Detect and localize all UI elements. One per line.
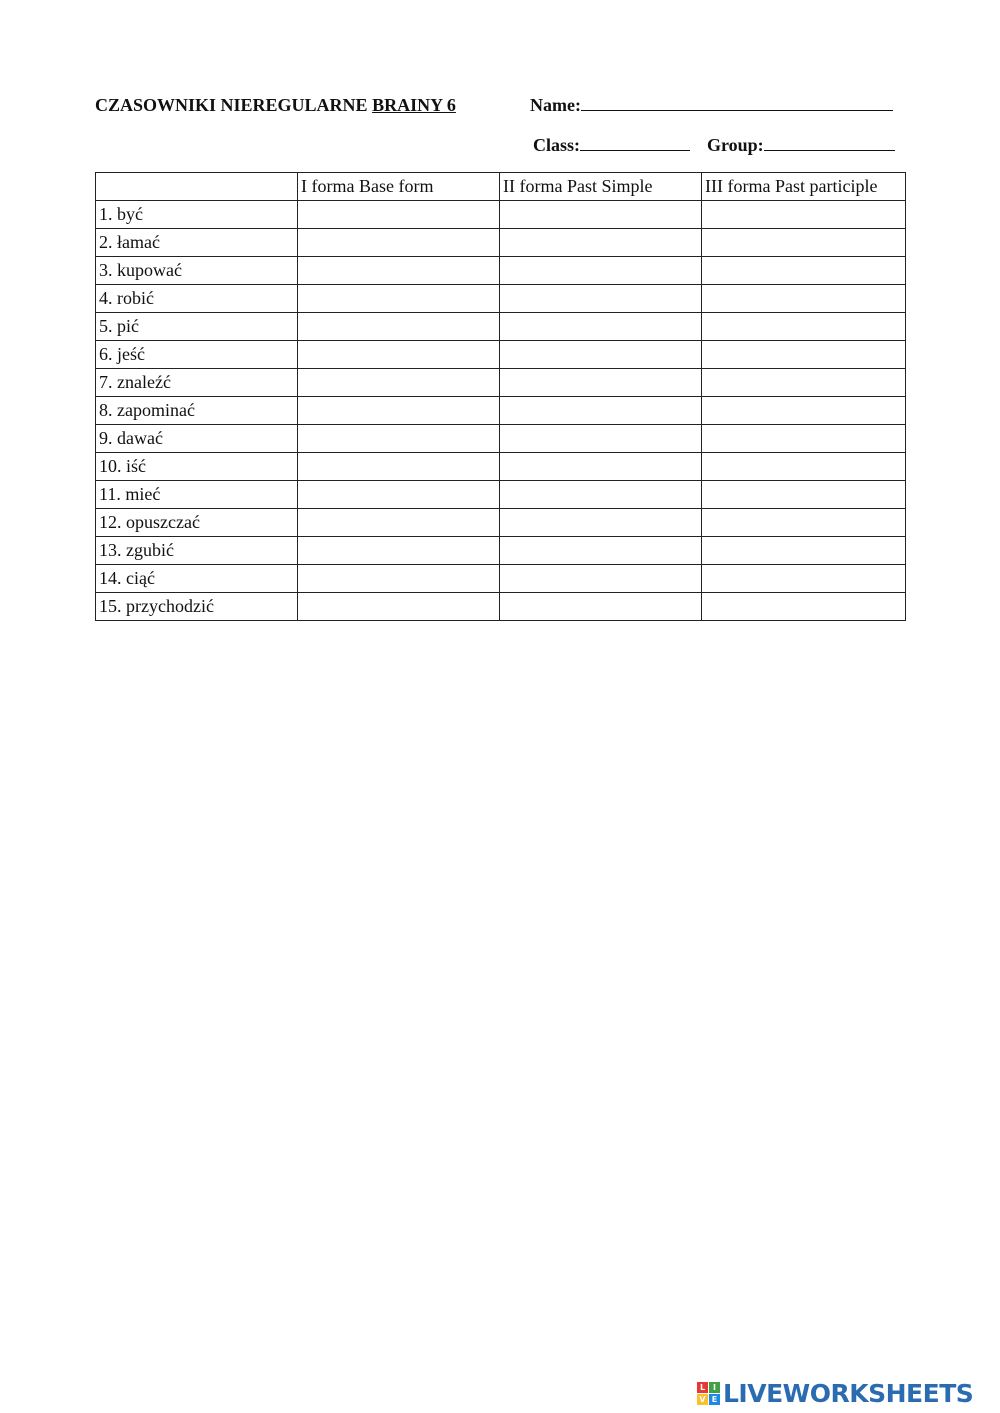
name-field[interactable] — [530, 95, 893, 116]
table-row — [96, 285, 906, 313]
base-form-answer-cell[interactable] — [298, 425, 500, 453]
past-simple-answer-cell[interactable] — [500, 537, 702, 565]
past-simple-answer-cell[interactable] — [500, 509, 702, 537]
logo-block: V — [697, 1394, 708, 1405]
table-row — [96, 453, 906, 481]
liveworksheets-brand — [697, 1378, 973, 1408]
group-blank-line[interactable] — [764, 136, 895, 151]
past-participle-answer-cell[interactable] — [702, 201, 906, 229]
past-simple-answer-cell[interactable] — [500, 341, 702, 369]
base-form-answer-cell[interactable] — [298, 537, 500, 565]
logo-block: E — [709, 1394, 720, 1405]
title-underlined-text: BRAINY 6 — [372, 95, 456, 115]
table-row — [96, 201, 906, 229]
table-row — [96, 341, 906, 369]
base-form-answer-cell[interactable] — [298, 313, 500, 341]
base-form-answer-cell[interactable] — [298, 453, 500, 481]
verb-cell: 12. opuszczać — [96, 509, 298, 537]
past-simple-answer-cell[interactable] — [500, 285, 702, 313]
base-form-answer-cell[interactable] — [298, 257, 500, 285]
past-participle-answer-cell[interactable] — [702, 481, 906, 509]
verb-cell: 4. robić — [96, 285, 298, 313]
past-simple-answer-cell[interactable] — [500, 397, 702, 425]
base-form-answer-cell[interactable] — [298, 341, 500, 369]
past-participle-answer-cell[interactable] — [702, 397, 906, 425]
past-participle-answer-cell[interactable] — [702, 425, 906, 453]
brand-wordmark: LIVEWORKSHEETS — [723, 1378, 974, 1408]
table-row — [96, 257, 906, 285]
verb-cell: 5. pić — [96, 313, 298, 341]
title-text: CZASOWNIKI NIEREGULARNE — [95, 95, 373, 115]
header-cell-blank — [96, 173, 298, 201]
past-participle-answer-cell[interactable] — [702, 593, 906, 621]
past-participle-answer-cell[interactable] — [702, 257, 906, 285]
base-form-answer-cell[interactable] — [298, 229, 500, 257]
table-row — [96, 537, 906, 565]
past-simple-answer-cell[interactable] — [500, 313, 702, 341]
past-simple-answer-cell[interactable] — [500, 257, 702, 285]
base-form-answer-cell[interactable] — [298, 565, 500, 593]
irregular-verbs-table — [95, 172, 906, 621]
verb-cell: 7. znaleźć — [96, 369, 298, 397]
name-blank-line[interactable] — [581, 96, 893, 111]
table-row — [96, 425, 906, 453]
past-participle-answer-cell[interactable] — [702, 229, 906, 257]
past-simple-answer-cell[interactable] — [500, 201, 702, 229]
verb-cell: 13. zgubić — [96, 537, 298, 565]
past-participle-answer-cell[interactable] — [702, 313, 906, 341]
past-participle-answer-cell[interactable] — [702, 453, 906, 481]
header-cell-past-participle: III forma Past participle — [702, 173, 906, 201]
name-label: Name: — [530, 95, 581, 115]
class-blank-line[interactable] — [580, 136, 690, 151]
base-form-answer-cell[interactable] — [298, 201, 500, 229]
header-cell-base-form: I forma Base form — [298, 173, 500, 201]
logo-block: L — [697, 1382, 708, 1393]
logo-block: I — [709, 1382, 720, 1393]
verb-cell: 9. dawać — [96, 425, 298, 453]
past-participle-answer-cell[interactable] — [702, 285, 906, 313]
table-row — [96, 565, 906, 593]
table-row — [96, 593, 906, 621]
group-label: Group: — [707, 135, 764, 155]
table-row — [96, 369, 906, 397]
base-form-answer-cell[interactable] — [298, 509, 500, 537]
past-simple-answer-cell[interactable] — [500, 593, 702, 621]
past-simple-answer-cell[interactable] — [500, 565, 702, 593]
table-row — [96, 229, 906, 257]
class-label: Class: — [533, 135, 581, 155]
verb-cell: 3. kupować — [96, 257, 298, 285]
verb-cell: 1. być — [96, 201, 298, 229]
verb-cell: 6. jeść — [96, 341, 298, 369]
base-form-answer-cell[interactable] — [298, 397, 500, 425]
past-participle-answer-cell[interactable] — [702, 565, 906, 593]
verb-cell: 14. ciąć — [96, 565, 298, 593]
group-field[interactable] — [707, 135, 895, 156]
past-participle-answer-cell[interactable] — [702, 537, 906, 565]
table-row — [96, 509, 906, 537]
verb-cell: 15. przychodzić — [96, 593, 298, 621]
past-participle-answer-cell[interactable] — [702, 509, 906, 537]
base-form-answer-cell[interactable] — [298, 369, 500, 397]
table-row — [96, 397, 906, 425]
worksheet-title — [95, 95, 456, 116]
past-simple-answer-cell[interactable] — [500, 453, 702, 481]
past-participle-answer-cell[interactable] — [702, 369, 906, 397]
liveworksheets-logo-icon — [697, 1382, 720, 1405]
class-field[interactable] — [533, 135, 690, 156]
past-simple-answer-cell[interactable] — [500, 481, 702, 509]
table-header-row — [96, 173, 906, 201]
verb-cell: 10. iść — [96, 453, 298, 481]
table-row — [96, 481, 906, 509]
header-cell-past-simple: II forma Past Simple — [500, 173, 702, 201]
past-simple-answer-cell[interactable] — [500, 369, 702, 397]
verb-cell: 2. łamać — [96, 229, 298, 257]
verb-cell: 11. mieć — [96, 481, 298, 509]
past-simple-answer-cell[interactable] — [500, 229, 702, 257]
verb-cell: 8. zapominać — [96, 397, 298, 425]
past-participle-answer-cell[interactable] — [702, 341, 906, 369]
table-row — [96, 313, 906, 341]
past-simple-answer-cell[interactable] — [500, 425, 702, 453]
base-form-answer-cell[interactable] — [298, 481, 500, 509]
base-form-answer-cell[interactable] — [298, 593, 500, 621]
base-form-answer-cell[interactable] — [298, 285, 500, 313]
